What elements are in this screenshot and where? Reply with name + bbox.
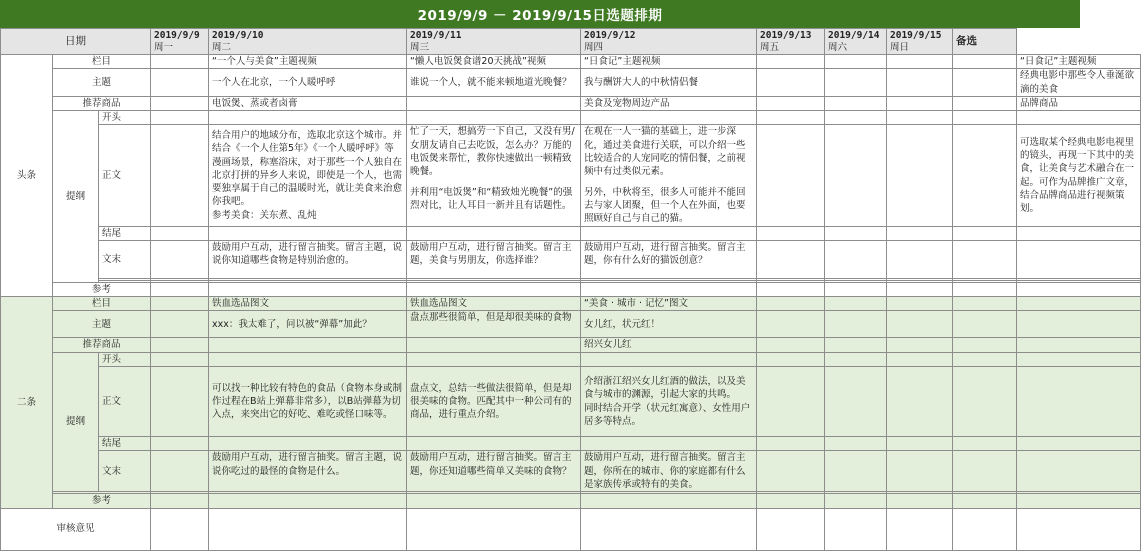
ertiao-d11-lanmu[interactable]: 铁血选品图文: [407, 297, 581, 311]
row-label-zhengwen-2: 正文: [99, 367, 151, 437]
toutiao-d12-zhuti[interactable]: 我与酬饼大人的中秋情侣餐: [581, 69, 757, 97]
row-label-zhuti: 主题: [53, 69, 151, 97]
toutiao-d10-wenmo[interactable]: 鼓励用户互动，进行留言抽奖。留言主题，说说你知道哪些食物是特别治愈的。: [209, 240, 407, 278]
section-ertiao: 二条: [1, 297, 53, 508]
header-row: [1, 29, 1141, 55]
ertiao-d11-zhuti[interactable]: 盘点那些很简单，但是却很美味的食物: [407, 311, 581, 338]
ertiao-d11-zhengwen[interactable]: 盘点文，总结一些做法很简单，但是却很美味的食物。匹配其中一种公司有的商品，进行重点介绍。: [407, 367, 581, 437]
ertiao-d12-tuijian[interactable]: 绍兴女儿红: [581, 338, 757, 352]
toutiao-backup-zhengwen[interactable]: 可选取某个经典电影电视里的镜头，再现一下其中的美食，让美食与艺术融合在一起。可作为品牌推广文章，结合品牌商品进行视频策划。: [1017, 125, 1141, 226]
toutiao-d12-zhengwen[interactable]: 在观在一人一猫的基础上，进一步深化，通过美食进行关联，可以介绍一些比较适合的人宠同吃的情侣餐，之前视频中有过类似元素。 另外，中秋将至，很多人可能并不能回去与家人团聚，但一个人在外面，也要照顾好自己与自己的猫。: [581, 125, 757, 226]
row-label-wenmo: 文末: [99, 240, 151, 278]
row-label-cankao-2: 参考: [53, 494, 151, 508]
toutiao-d12-wenmo[interactable]: 鼓励用户互动，进行留言抽奖。留言主题，你有什么好的猫饭创意？: [581, 240, 757, 278]
day-header-tue[interactable]: 2019/9/10 周二: [209, 29, 407, 55]
row-label-kaitou: 开头: [99, 111, 151, 125]
toutiao-backup-zhuti[interactable]: 经典电影中那些令人垂涎欲滴的美食: [1017, 69, 1141, 97]
day-header-fri[interactable]: 2019/9/13 周五: [757, 29, 825, 55]
toutiao-d10-zhengwen[interactable]: 结合用户的地域分布，选取北京这个城市。并结合《一个人住第5年》《一个人暖呼呼》等漫画场景，称塞浴床，对于那些一个人独自在北京打拼的异乡人来说，即使是一个人，也需要独享属于自己的温暖时光，就让美食来治愈你我吧。 参考美食：关东煮、乱炖: [209, 125, 407, 226]
ertiao-d12-zhengwen[interactable]: 介绍浙江绍兴女儿红酒的做法，以及美食与城市的渊源，引起大家的共鸣。 同时结合开学（状元红寓意）、女性用户居多等特点。: [581, 367, 757, 437]
ertiao-d12-wenmo[interactable]: 鼓励用户互动，进行留言抽奖。留言主题，你所在的城市、你的家庭都有什么是家族传承或特有的美食。: [581, 451, 757, 492]
ertiao-d10-zhengwen[interactable]: 可以找一种比较有特色的食品（食物本身或制作过程在B站上弹幕非常多），以B站弹幕为切入点，来突出它的好吃、难吃或怪口味等。: [209, 367, 407, 437]
toutiao-d11-wenmo[interactable]: 鼓励用户互动，进行留言抽奖。留言主题，美食与男朋友，你选择谁？: [407, 240, 581, 278]
day-header-sun[interactable]: 2019/9/15 周日: [887, 29, 953, 55]
section-toutiao: 头条: [1, 55, 53, 297]
toutiao-backup-lanmu[interactable]: “日食记”主题视频: [1017, 55, 1141, 69]
row-label-tigang: 提纲: [53, 111, 99, 283]
row-label-kaitou-2: 开头: [99, 352, 151, 366]
ertiao-d12-zhuti[interactable]: 女儿红，状元红！: [581, 311, 757, 338]
row-label-zhengwen: 正文: [99, 125, 151, 226]
toutiao-d10-lanmu[interactable]: “一个人与美食”主题视频: [209, 55, 407, 69]
row-label-cankao: 参考: [53, 282, 151, 296]
ertiao-d10-zhuti[interactable]: xxx：我太难了，问以被“弹幕”加此？: [209, 311, 407, 338]
row-label-shenhe: 审核意见: [1, 508, 151, 550]
day-header-sat[interactable]: 2019/9/14 周六: [825, 29, 887, 55]
ertiao-d10-wenmo[interactable]: 鼓励用户互动，进行留言抽奖。留言主题，说说你吃过的最怪的食物是什么。: [209, 451, 407, 492]
ertiao-d11-wenmo[interactable]: 鼓励用户互动，进行留言抽奖。留言主题，你还知道哪些简单又美味的食物？: [407, 451, 581, 492]
backup-header[interactable]: 备选: [953, 29, 1017, 55]
row-label-zhuti-2: 主题: [53, 311, 151, 338]
ertiao-d10-lanmu[interactable]: 铁血选品图文: [209, 297, 407, 311]
toutiao-d11-zhuti[interactable]: 谁说一个人，就不能来顿地道光晚餐？: [407, 69, 581, 97]
day-header-thu[interactable]: 2019/9/12 周四: [581, 29, 757, 55]
row-label-lanmu-2: 栏目: [53, 297, 151, 311]
row-label-jiewei: 结尾: [99, 226, 151, 240]
row-label-tuijian: 推荐商品: [53, 96, 151, 110]
toutiao-d11-lanmu[interactable]: “懒人电饭煲食谱20天挑战”视频: [407, 55, 581, 69]
day-header-mon[interactable]: 2019/9/9 周一: [151, 29, 209, 55]
row-label-jiewei-2: 结尾: [99, 437, 151, 451]
day-header-wed[interactable]: 2019/9/11 周三: [407, 29, 581, 55]
toutiao-d12-tuijian[interactable]: 美食及宠物周边产品: [581, 96, 757, 110]
toutiao-d12-lanmu[interactable]: “日食记”主题视频: [581, 55, 757, 69]
row-label-tuijian-2: 推荐商品: [53, 338, 151, 352]
toutiao-d11-zhengwen[interactable]: 忙了一天，想搞劳一下自己，又没有男/女朋友请自己去吃饭，怎么办？万能的电饭煲来帮忙，教你快速做出一顿精致晚餐。 并利用“电饭煲”和“精致烛光晚餐”的强烈对比，让人耳目一新并且有话题性。: [407, 125, 581, 226]
toutiao-d10-tuijian[interactable]: 电饭煲、蒸或者卤膏: [209, 96, 407, 110]
sheet-title: 2019/9/9 － 2019/9/15日选题排期: [0, 0, 1080, 28]
toutiao-backup-tuijian[interactable]: 品牌商品: [1017, 96, 1141, 110]
row-label-tigang-2: 提纲: [53, 352, 99, 491]
toutiao-d10-zhuti[interactable]: 一个人在北京，一个人暖呼呼: [209, 69, 407, 97]
date-label: 日期: [1, 29, 151, 55]
row-label-wenmo-2: 文末: [99, 451, 151, 492]
ertiao-d12-lanmu[interactable]: “美食 · 城市 · 记忆”图文: [581, 297, 757, 311]
row-label-lanmu: 栏目: [53, 55, 151, 69]
schedule-table: [0, 28, 1141, 551]
